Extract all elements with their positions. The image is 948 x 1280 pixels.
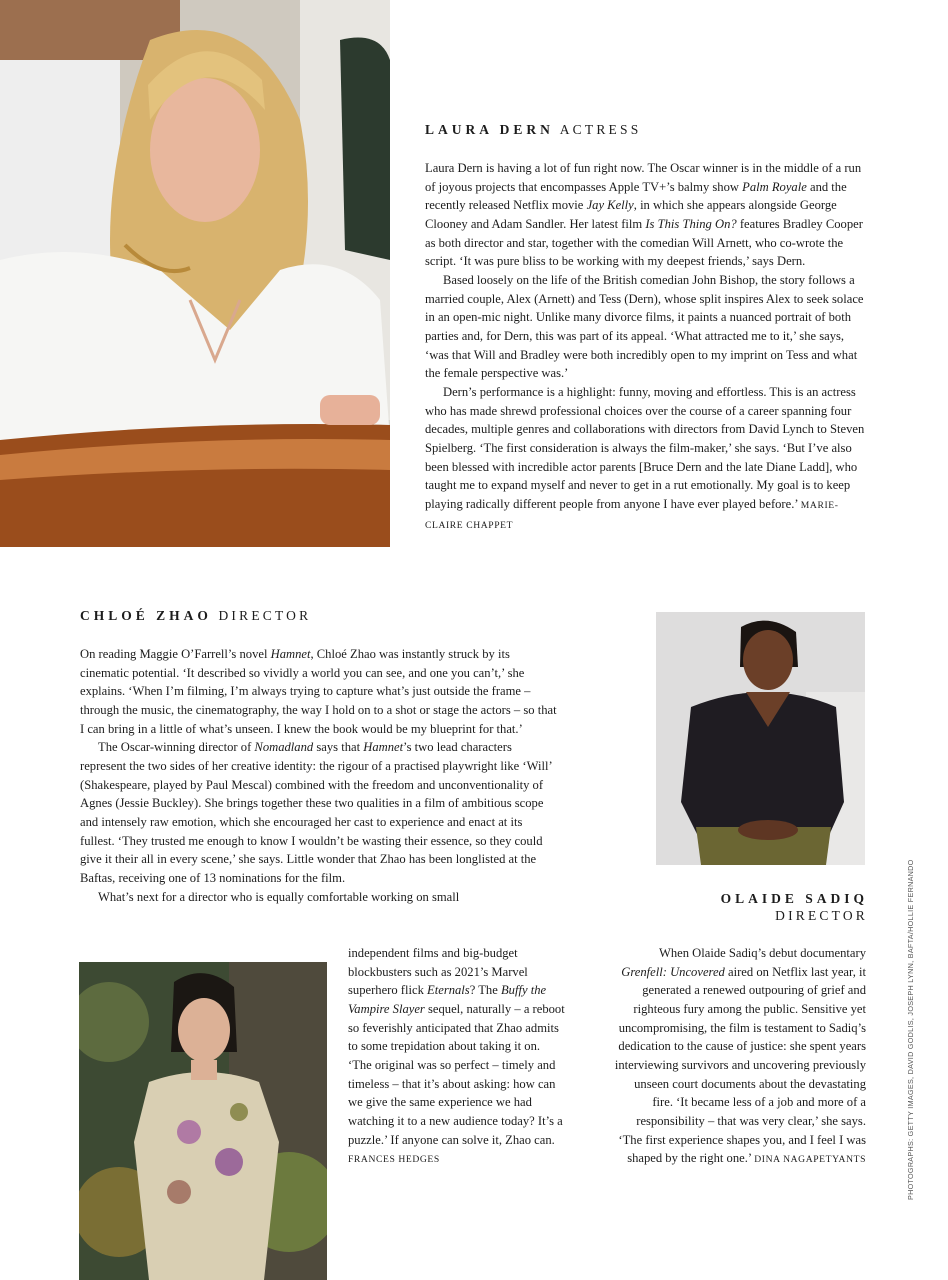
olaide-byline: DINA NAGAPETYANTS (754, 1154, 866, 1166)
chloe-article (80, 645, 558, 906)
chloe-paragraph-3-lead: What’s next for a director who is equally comfortable working on small (98, 889, 460, 904)
olaide-paragraph: When Olaide Sadiq’s debut documentary Grenfell: Uncovered aired on Netflix last year, it generated a renewed outpouring of grief and righteous fury among the public. Sensitive yet uncompromising, the film is testament to Sadiq’s dedication to the cause of justice: she spent years interviewing survivors and uncovering previously unseen court documents about the devastating fire. ‘It became less of a job and more of a responsibility – that was very clear,’ she says. ‘The first experience shapes you, and I feel I was shaped by the right one.’ DINA NAGAPETYANTS (614, 946, 866, 1166)
laura-byline: MARIE-CLAIRE CHAPPET (425, 499, 839, 532)
olaide-sadiq-photo (656, 612, 865, 865)
laura-paragraph-2: Based loosely on the life of the British comedian John Bishop, the story follows a married couple, Alex (Arnett) and Tess (Dern), whose split inspires Alex to seek solace in an open-mic night. Unlike many divorce films, it paints a nuanced portrait of both parties and, for Dern, this was part of its appeal. ‘What attracted me to it,’ she says, ‘was that Will and Bradley were both incredibly open to my imprint on Tess and what the female perspective was.’ (425, 272, 864, 381)
laura-paragraph-3: Dern’s performance is a highlight: funny, moving and effortless. This is an actress who has made shrewd professional choices over the course of a career spanning four decades, multiple genres and collaborations with directors from David Lynch to Steven Spielberg. ‘The first consideration is always the film-maker,’ she says. ‘But I’ve also been blessed with incredible actor parents [Bruce Dern and the late Diane Ladd], who taught me to expand myself and never to get in a rut emotionally. My goal is to keep playing radically different people from anyone I have ever played before.’ MARIE-CLAIRE CHAPPET (425, 384, 865, 532)
olaide-name: OLAIDE SADIQ (720, 891, 868, 906)
laura-article (425, 159, 865, 536)
laura-name: LAURA DERN (425, 122, 554, 137)
chloe-paragraph-3: independent films and big-budget blockbusters such as 2021’s Marvel superhero flick Eternals? The Buffy the Vampire Slayer sequel, naturally – a reboot so feverishly anticipated that Zhao admits to some trepidation about taking it on. ‘The original was so perfect – timely and timeless – that it’s about asking: how can we give the same experience we had watching it to a new audience today? It’s a puzzle.’ If anyone can solve it, Zhao can. FRANCES HEDGES (348, 946, 565, 1166)
chloe-role: DIRECTOR (218, 608, 312, 623)
photo-credits: PHOTOGRAPHS: GETTY IMAGES, DAVID GODLIS, JOSEPH LYNN, BAFTA/HOLLIE FERNANDO (906, 859, 915, 1200)
laura-heading (425, 122, 641, 138)
chloe-name: CHLOÉ ZHAO (80, 608, 212, 623)
chloe-heading (80, 608, 311, 624)
laura-dern-photo (0, 0, 390, 547)
chloe-paragraph-1: On reading Maggie O’Farrell’s novel Hamnet, Chloé Zhao was instantly struck by its cinematic potential. ‘It described so vividly a world you can see, and one you can’t,’ she explains. ‘When I’m filming, I’m always trying to capture what’s just outside the frame – through the music, the cinematography, the way I hold on to a shot or stage the actors – so that I can bring in a little of what’s unseen. I knew the book would be my blueprint for that.’ (80, 647, 557, 736)
olaide-role: DIRECTOR (775, 908, 868, 923)
laura-paragraph-1: Laura Dern is having a lot of fun right now. The Oscar winner is in the middle of a run of joyous projects that encompasses Apple TV+’s balmy show Palm Royale and the recently released Netflix movie Jay Kelly, in which she appears alongside George Clooney and Adam Sandler. Her latest film Is This Thing On? features Bradley Cooper as both director and star, together with the comedian Will Arnett, who co-wrote the script. ‘It was pure bliss to be working with my deepest friends,’ says Dern. (425, 161, 863, 269)
chloe-byline: FRANCES HEDGES (348, 1154, 440, 1166)
chloe-zhao-photo (79, 962, 327, 1280)
olaide-heading (721, 890, 868, 924)
chloe-paragraph-2: The Oscar-winning director of Nomadland says that Hamnet’s two lead characters represent the two sides of her creative identity: the rigour of a practised playwright like ‘Will’ (Shakespeare, played by Paul Mescal) combined with the freedom and unconventionality of Agnes (Jessie Buckley). She brings together these two qualities in a film of ambitious scope and intensely raw emotion, which she encouraged her cast to experience and enact at its fullest. ‘They trusted me enough to know I wouldn’t be wasting their essence, so they could give it their all in every scene,’ she says. Little wonder that Zhao has been longlisted at the Baftas, receiving one of 13 nominations for the film. (80, 740, 552, 885)
chloe-article-continued (348, 944, 566, 1170)
olaide-article (612, 944, 866, 1170)
laura-role: ACTRESS (559, 122, 642, 137)
